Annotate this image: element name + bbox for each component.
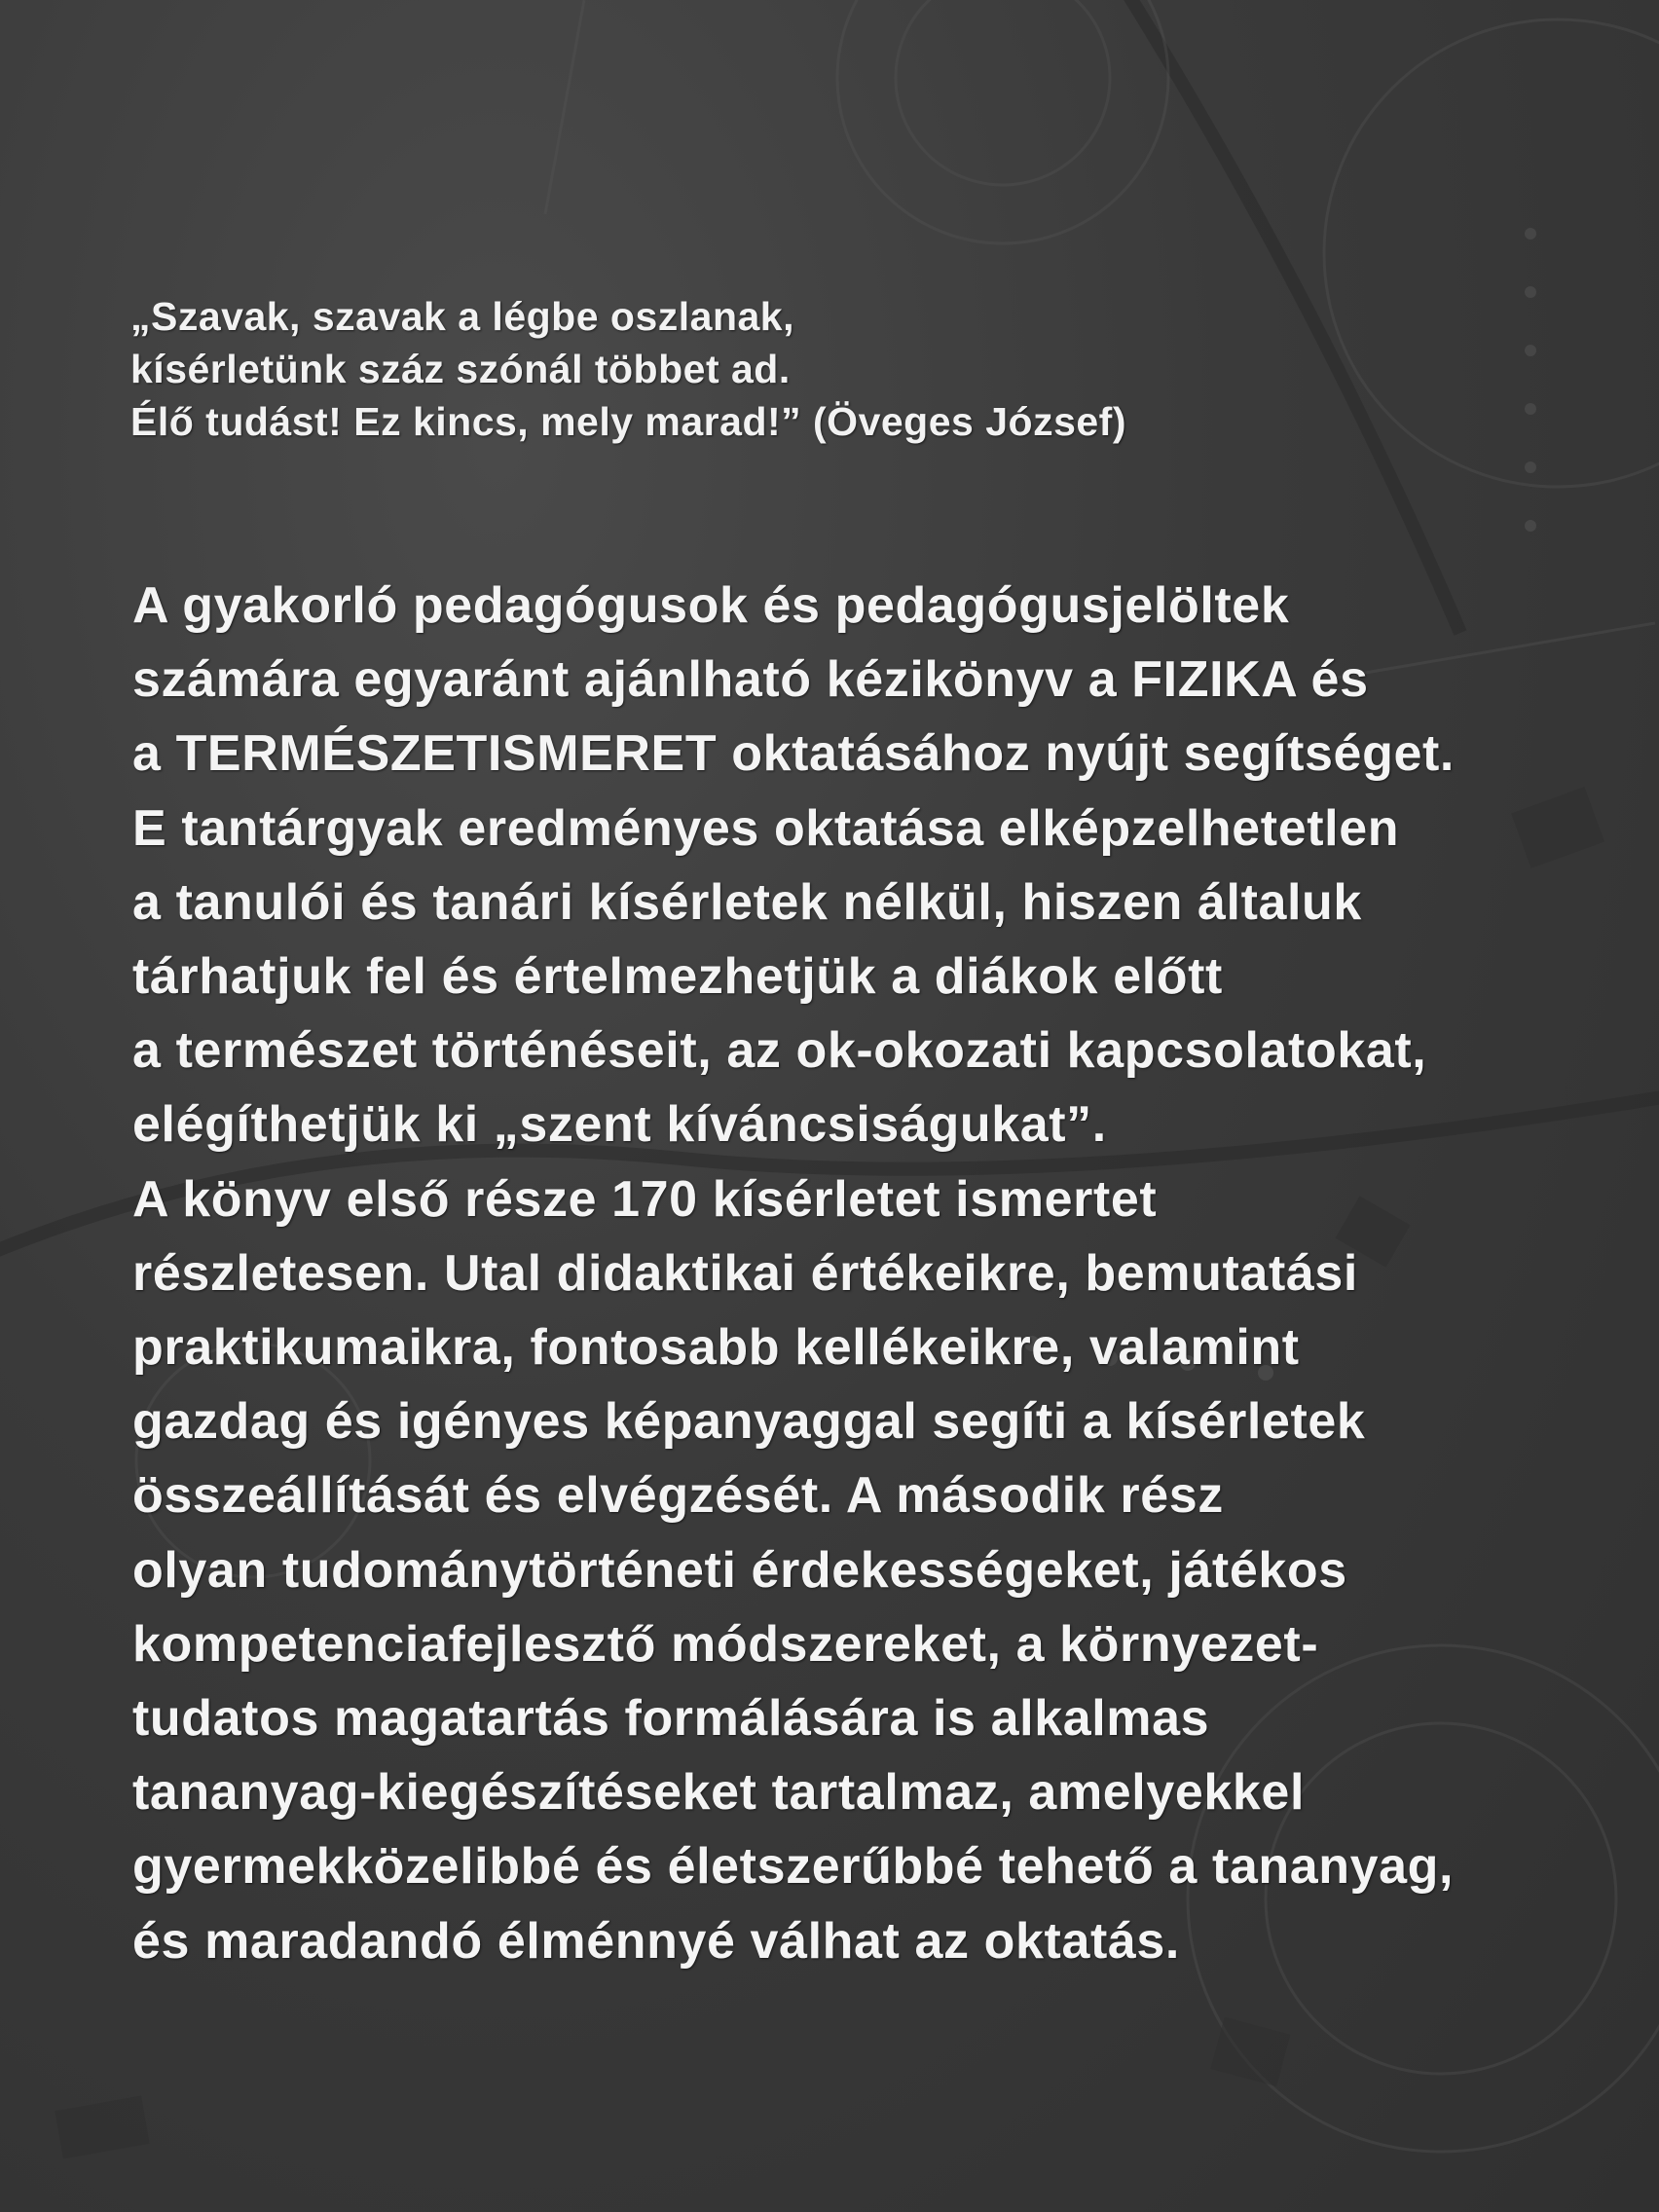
description-line: tananyag-kiegészítéseket tartalmaz, amelyekkel: [132, 1764, 1305, 1822]
quote-line: kísérletünk száz szónál többet ad.: [130, 347, 791, 391]
description-line: E tantárgyak eredményes oktatása elképzelhetetlen: [132, 799, 1400, 857]
description-line: gazdag és igényes képanyaggal segíti a kísérletek: [132, 1393, 1366, 1451]
description-line: tudatos magatartás formálására is alkalmas: [132, 1690, 1210, 1748]
quote-line: „Szavak, szavak a légbe oszlanak,: [130, 294, 794, 339]
book-description: [132, 569, 1593, 1978]
motto-quote: [130, 290, 1396, 448]
description-line: a TERMÉSZETISMERET oktatásához nyújt segítséget.: [132, 725, 1455, 783]
description-line: olyan tudománytörténeti érdekességeket, játékos: [132, 1541, 1347, 1599]
description-line: a tanulói és tanári kísérletek nélkül, hiszen általuk: [132, 873, 1362, 931]
description-line: összeállítását és elvégzését. A második rész: [132, 1467, 1224, 1525]
description-line: gyermekközelibbé és életszerűbbé tehető a tananyag,: [132, 1838, 1455, 1896]
description-line: tárhatjuk fel és értelmezhetjük a diákok előtt: [132, 948, 1223, 1006]
description-line: A gyakorló pedagógusok és pedagógusjelöltek: [132, 577, 1290, 634]
quote-line: Élő tudást! Ez kincs, mely marad!” (Öveges József): [130, 399, 1126, 444]
description-line: részletesen. Utal didaktikai értékeikre, bemutatási: [132, 1244, 1358, 1302]
description-line: praktikumaikra, fontosabb kellékeikre, valamint: [132, 1319, 1300, 1377]
description-line: és maradandó élménnyé válhat az oktatás.: [132, 1912, 1180, 1970]
description-line: A könyv első része 170 kísérletet ismertet: [132, 1170, 1158, 1228]
description-line: kompetenciafejlesztő módszereket, a környezet-: [132, 1615, 1319, 1673]
description-line: a természet történéseit, az ok-okozati kapcsolatokat,: [132, 1022, 1427, 1080]
description-line: elégíthetjük ki „szent kíváncsiságukat”.: [132, 1096, 1107, 1154]
description-line: számára egyaránt ajánlható kézikönyv a FIZIKA és: [132, 651, 1369, 709]
